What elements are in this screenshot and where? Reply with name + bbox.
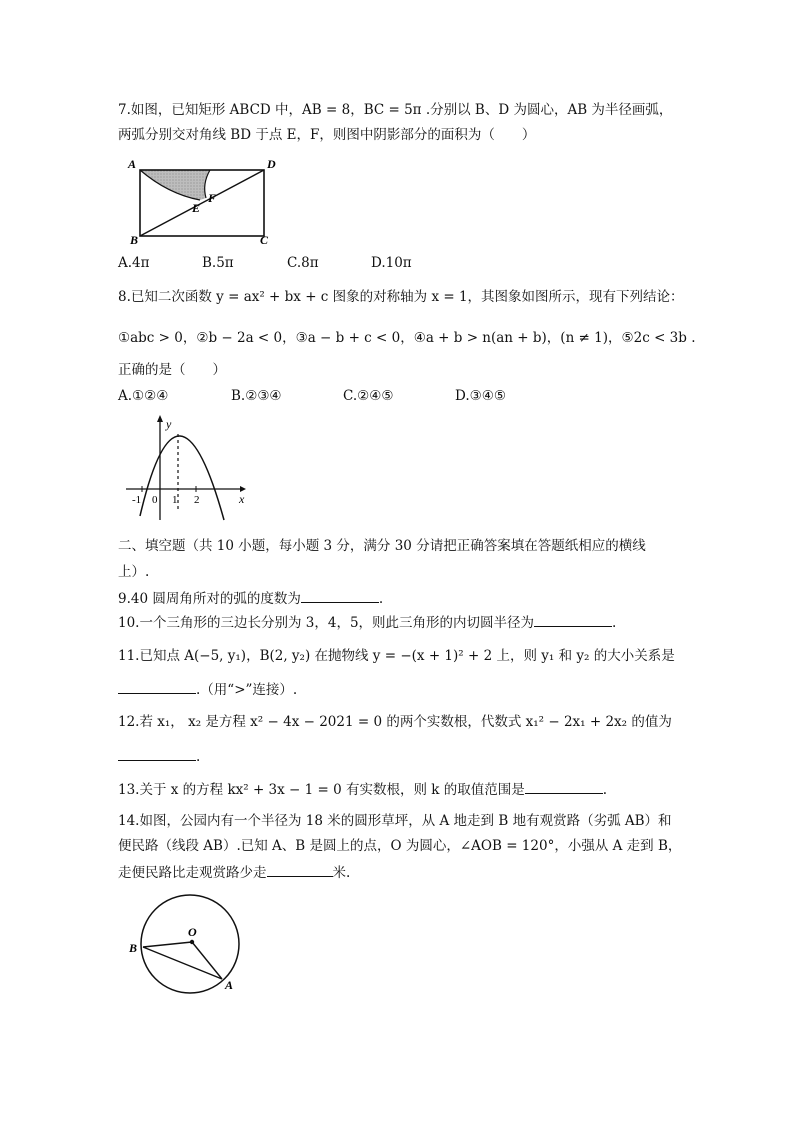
q8-label-one: 1 xyxy=(172,494,178,506)
q8-option-c: C.②④⑤ xyxy=(343,388,394,404)
q7-text-line2: 两弧分别交对角线 BD 于点 E，F，则图中阴影部分的面积为（ ） xyxy=(118,127,536,143)
q14-text-line2: 便民路（线段 AB）.已知 A、B 是圆上的点，O 为圆心，∠AOB = 120°，小强从 A 走到 B， xyxy=(118,838,682,854)
q12-suffix: . xyxy=(196,749,201,765)
q8-option-b: B.②③④ xyxy=(231,388,282,404)
q13-answer-blank[interactable] xyxy=(525,779,603,794)
q10-text xyxy=(118,612,616,632)
q7-label-d: D xyxy=(267,157,276,171)
q12-text-line2 xyxy=(118,746,200,766)
q12-answer-blank[interactable] xyxy=(118,746,196,761)
q7-label-a: A xyxy=(128,157,137,171)
q7-option-d: D.10π xyxy=(371,255,412,271)
q8-parabola-figure xyxy=(120,412,252,524)
q14-circle-figure xyxy=(124,892,254,1002)
q8-parabola-curve xyxy=(140,436,224,520)
q7-rectangle-figure xyxy=(118,152,278,244)
q7-label-e: E xyxy=(192,201,201,215)
q10-answer-blank[interactable] xyxy=(534,612,612,627)
q14-label-o: O xyxy=(188,925,197,939)
q10-suffix: . xyxy=(612,615,617,631)
q11-suffix: .（用“>”连接）. xyxy=(196,682,298,698)
q7-label-f: F xyxy=(208,191,217,205)
q9-prefix: 9.40 圆周角所对的弧的度数为 xyxy=(118,591,301,607)
q12-text-line1: 12.若 x₁， x₂ 是方程 x² − 4x − 2021 = 0 的两个实数根，代数式 x₁² − 2x₁ + 2x₂ 的值为 xyxy=(118,714,672,730)
q8-text-line2: ①abc > 0，②b − 2a < 0，③a − b + c < 0，④a + b > n(an + b)，(n ≠ 1)，⑤2c < 3b . xyxy=(118,330,696,346)
q8-label-x: x xyxy=(239,492,245,506)
q14-label-a: A xyxy=(225,978,234,992)
q8-text-line1: 8.已知二次函数 y = ax² + bx + c 图象的对称轴为 x = 1，其图象如图所示，现有下列结论： xyxy=(118,289,684,305)
q7-option-b: B.5π xyxy=(202,255,234,271)
q14-radius-ob xyxy=(143,942,192,947)
q14-prefix: 走便民路比走观赏路少走 xyxy=(118,865,267,881)
q10-prefix: 10.一个三角形的三边长分别为 3，4，5，则此三角形的内切圆半径为 xyxy=(118,615,535,631)
q8-label-two: 2 xyxy=(194,494,200,506)
q7-label-c: C xyxy=(260,233,269,244)
q14-label-b: B xyxy=(129,941,138,955)
q14-answer-blank[interactable] xyxy=(267,862,333,877)
q8-label-origin: 0 xyxy=(152,494,158,506)
q7-shaded-region xyxy=(140,170,210,200)
q11-text-line2 xyxy=(118,679,297,699)
q9-text xyxy=(118,588,383,608)
section2-heading-line2: 上）. xyxy=(118,564,150,580)
section2-heading-line1: 二、填空题（共 10 小题，每小题 3 分，满分 30 分请把正确答案填在答题纸相应的横线 xyxy=(118,538,646,554)
q9-answer-blank[interactable] xyxy=(301,588,379,603)
q7-option-a: A.4π xyxy=(118,255,150,271)
q7-option-c: C.8π xyxy=(287,255,319,271)
q8-text-line3: 正确的是（ ） xyxy=(118,362,226,378)
q11-text-line1: 11.已知点 A(−5, y₁)，B(2, y₂) 在抛物线 y = −(x + 1)² + 2 上，则 y₁ 和 y₂ 的大小关系是 xyxy=(118,648,675,664)
q8-option-d: D.③④⑤ xyxy=(455,388,506,404)
q13-suffix: . xyxy=(602,782,608,798)
q11-answer-blank[interactable] xyxy=(118,679,196,694)
q9-suffix: . xyxy=(378,591,384,607)
q8-label-y: y xyxy=(166,417,172,431)
q14-text-line1: 14.如图，公园内有一个半径为 18 米的圆形草坪，从 A 地走到 B 地有观赏路（劣弧 AB）和 xyxy=(118,813,672,829)
q14-chord-ab xyxy=(143,947,222,979)
q14-text-line3 xyxy=(118,862,350,882)
q8-label-minus1: -1 xyxy=(132,494,142,506)
q7-text-line1: 7.如图，已知矩形 ABCD 中，AB = 8，BC = 5π .分别以 B、D 为圆心，AB 为半径画弧， xyxy=(118,102,673,118)
q14-suffix: 米. xyxy=(332,865,351,881)
q7-label-b: B xyxy=(130,233,139,244)
q13-text xyxy=(118,779,607,799)
q13-prefix: 13.关于 x 的方程 kx² + 3x − 1 = 0 有实数根，则 k 的取值范围是 xyxy=(118,782,525,798)
q8-option-a: A.①②④ xyxy=(118,388,169,404)
